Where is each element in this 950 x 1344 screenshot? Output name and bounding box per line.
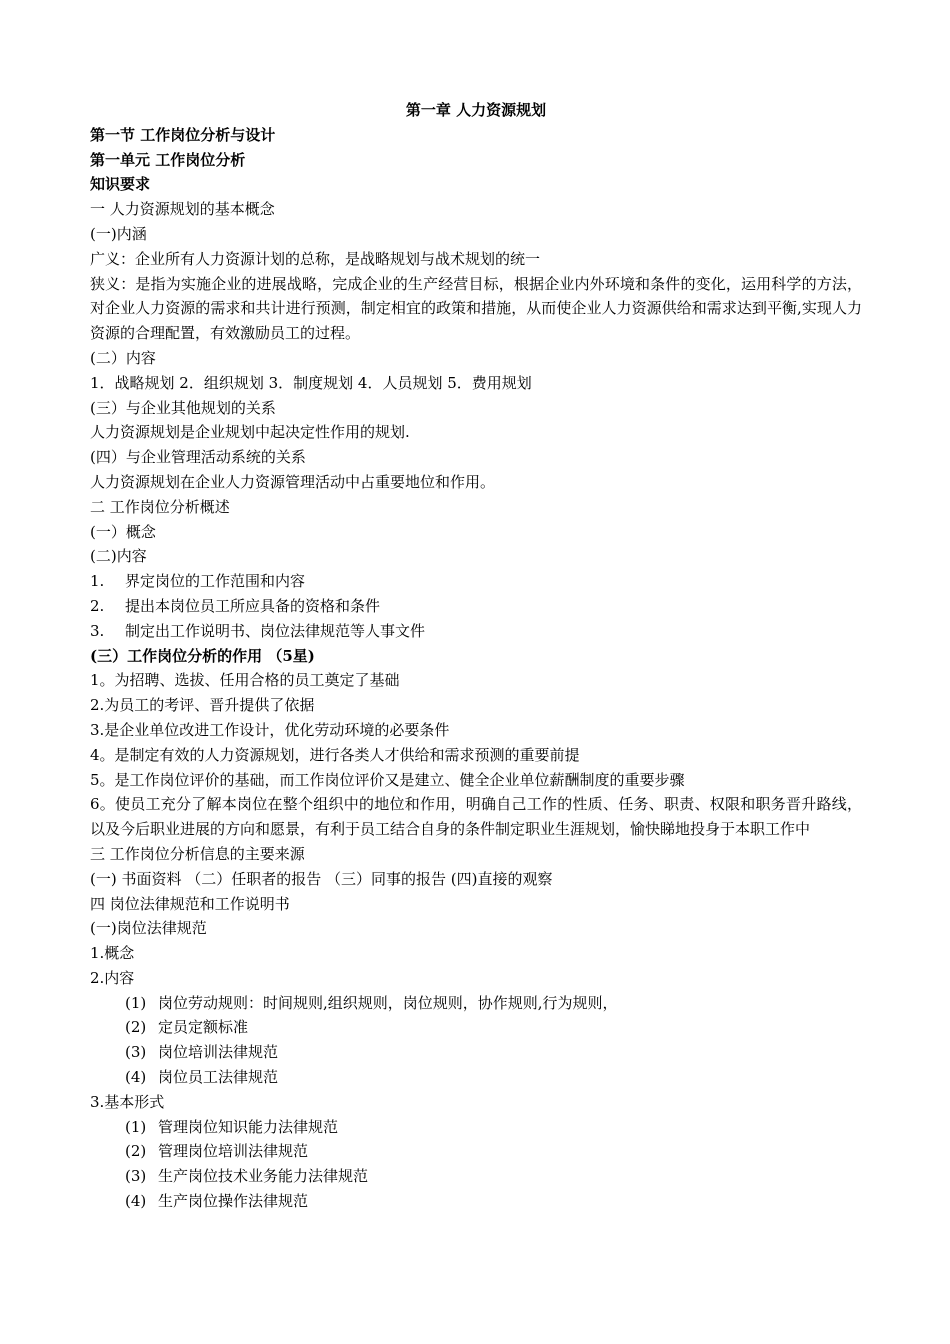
concept-label: 1.概念 — [90, 944, 135, 963]
relation-text-2: 人力资源规划在企业人力资源管理活动中占重要地位和作用。 — [90, 472, 496, 491]
subheading-1-4: (四）与企业管理活动系统的关系 — [90, 448, 306, 467]
role-item: 5。是工作岗位评价的基础，而工作岗位评价又是建立、健全企业单位薪酬制度的重要步骤 — [90, 770, 685, 789]
list-text: 制定出工作说明书、岗位法律规范等人事文件 — [125, 621, 426, 640]
list-text: 生产岗位操作法律规范 — [158, 1192, 309, 1211]
list-number: (1) — [125, 993, 147, 1012]
list-text: 管理岗位知识能力法律规范 — [158, 1117, 339, 1136]
heading-3: 三 工作岗位分析信息的主要来源 — [90, 844, 305, 863]
section-title: 第一节 工作岗位分析与设计 — [90, 125, 276, 144]
list-text: 管理岗位培训法律规范 — [158, 1142, 309, 1161]
list-text: 界定岗位的工作范围和内容 — [125, 572, 306, 591]
list-text: 提出本岗位员工所应具备的资格和条件 — [125, 596, 381, 615]
list-item — [90, 1015, 862, 1040]
subheading-1-2: (二）内容 — [90, 348, 156, 367]
list-number: 1. — [90, 572, 105, 591]
heading-4: 四 岗位法律规范和工作说明书 — [90, 894, 290, 913]
list-text: 岗位员工法律规范 — [158, 1068, 279, 1087]
knowledge-heading: 知识要求 — [90, 175, 151, 194]
role-item: 2.为员工的考评、晋升提供了依据 — [90, 696, 315, 715]
list-number: (2) — [125, 1142, 147, 1161]
subheading-1-3: (三）与企业其他规划的关系 — [90, 398, 276, 417]
list-number: (4) — [125, 1192, 147, 1211]
list-item — [90, 594, 862, 619]
list-text: 岗位培训法律规范 — [158, 1043, 279, 1062]
list-item — [90, 1065, 862, 1090]
sources-line: (一) 书面资料 （二）任职者的报告 （三）同事的报告 (四)直接的观察 — [90, 869, 553, 888]
list-number: (3) — [125, 1167, 147, 1186]
unit-title: 第一单元 工作岗位分析 — [90, 150, 246, 169]
list-item — [90, 991, 862, 1016]
role-item: 1。为招聘、选拔、任用合格的员工奠定了基础 — [90, 671, 400, 690]
list-item — [90, 619, 862, 644]
relation-text: 人力资源规划是企业规划中起决定性作用的规划. — [90, 423, 410, 442]
list-number: (4) — [125, 1068, 147, 1087]
chapter-title: 第一章 人力资源规划 — [405, 101, 547, 119]
list-number: (1) — [125, 1117, 147, 1136]
list-item — [90, 1040, 862, 1065]
document-page — [90, 98, 862, 1214]
list-text: 岗位劳动规则：时间规则,组织规则，岗位规则，协作规则,行为规则， — [158, 993, 618, 1012]
list-item — [90, 1164, 862, 1189]
list-number: 2. — [90, 596, 105, 615]
list-text: 定员定额标准 — [158, 1018, 249, 1037]
list-item — [90, 569, 862, 594]
list-item — [90, 1189, 862, 1214]
list-number: (3) — [125, 1043, 147, 1062]
subheading-2-1: (一）概念 — [90, 522, 156, 541]
broad-definition: 广义：企业所有人力资源计划的总称，是战略规划与战术规划的统一 — [90, 249, 541, 268]
content-label: 2.内容 — [90, 968, 135, 987]
role-item: 3.是企业单位改进工作设计，优化劳动环境的必要条件 — [90, 720, 450, 739]
form-label: 3.基本形式 — [90, 1092, 165, 1111]
subheading-1-1: (一)内涵 — [90, 224, 147, 243]
list-number: 3. — [90, 621, 105, 640]
heading-1: 一 人力资源规划的基本概念 — [90, 200, 275, 219]
list-text: 生产岗位技术业务能力法律规范 — [158, 1167, 369, 1186]
role-item: 6。使员工充分了解本岗位在整个组织中的地位和作用，明确自己工作的性质、任务、职责、权限和职务晋升路线，以及今后职业进展的方向和愿景，有利于员工结合自身的条件制定职业生涯规划，愉快睇地投身于本职工作中 — [90, 795, 862, 839]
list-item — [90, 1115, 862, 1140]
subheading-4-1: (一)岗位法律规范 — [90, 919, 207, 938]
narrow-definition: 狭义：是指为实施企业的进展战略，完成企业的生产经营目标，根据企业内外环境和条件的变化，运用科学的方法，对企业人力资源的需求和共计进行预测，制定相宜的政策和措施，从而使企业人力资源供给和需求达到平衡,实现人力资源的合理配置，有效激励员工的过程。 — [90, 274, 862, 343]
list-item — [90, 1139, 862, 1164]
list-number: (2) — [125, 1018, 147, 1037]
heading-2: 二 工作岗位分析概述 — [90, 497, 230, 516]
subheading-2-2: (二)内容 — [90, 547, 147, 566]
role-item: 4。是制定有效的人力资源规划，进行各类人才供给和需求预测的重要前提 — [90, 745, 580, 764]
planning-contents: 1．战略规划 2．组织规划 3．制度规划 4．人员规划 5．费用规划 — [90, 373, 532, 392]
subheading-2-3: (三）工作岗位分析的作用 （5星) — [90, 646, 315, 665]
